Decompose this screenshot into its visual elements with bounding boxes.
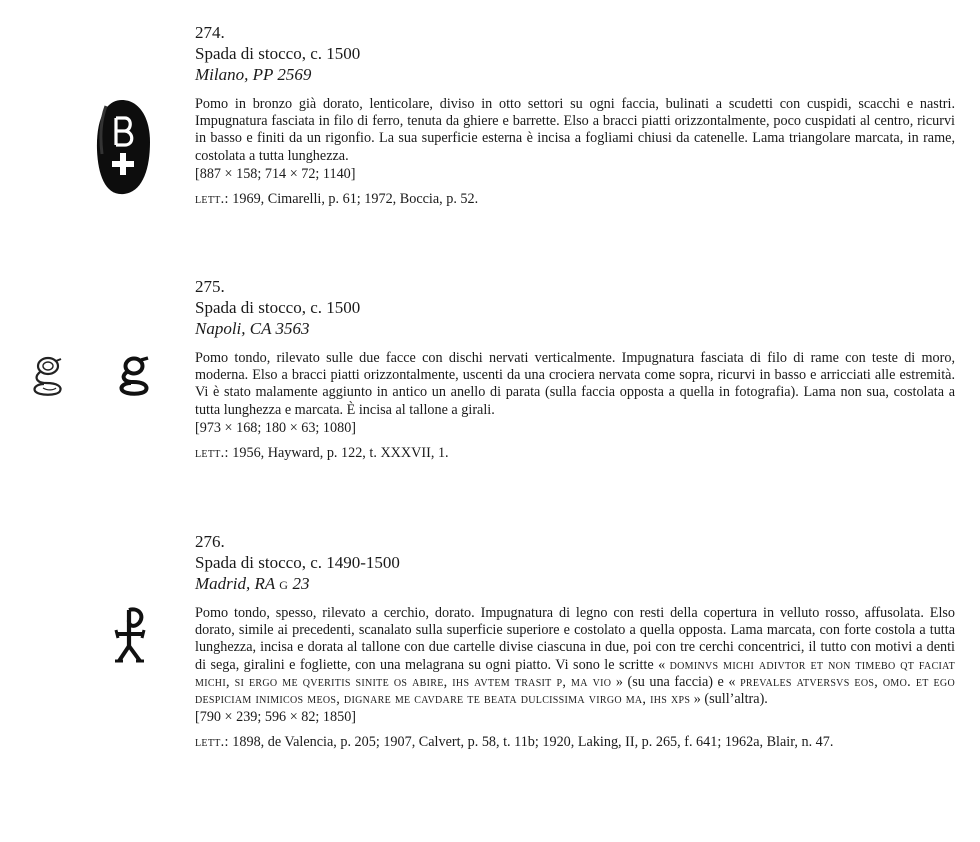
- entry-number: 274.: [195, 23, 225, 42]
- entry-title: Spada di stocco, c. 1500: [195, 298, 361, 317]
- inscription-side-b: prevales atversvs eos, omo. et ego despiciam inimicos meos, dignare me cavdare te beata dulcissima virgo ma, ihs xps: [195, 673, 955, 708]
- literature-text: 1969, Cimarelli, p. 61; 1972, Boccia, p. 52.: [232, 190, 479, 207]
- catalog-entry-276: [195, 531, 955, 751]
- entry-number: 276.: [195, 532, 225, 551]
- bladesmith-mark-g-bold-icon: [118, 355, 152, 397]
- entry-description: [195, 605, 955, 708]
- literature-label: lett.:: [195, 190, 229, 207]
- bladesmith-mark-b-cross-icon: [92, 98, 154, 196]
- entry-title: Spada di stocco, c. 1500: [195, 44, 361, 63]
- entry-location: Napoli, CA 3563: [195, 319, 310, 338]
- entry-dimensions: [790 × 239; 596 × 82; 1850]: [195, 709, 357, 726]
- entry-location: Milano, PP 2569: [195, 65, 312, 84]
- literature-text: 1898, de Valencia, p. 205; 1907, Calvert, p. 58, t. 11b; 1920, Laking, II, p. 265, f. 641; 1962a, Blair, n. 47.: [232, 734, 834, 751]
- entry-dimensions: [887 × 158; 714 × 72; 1140]: [195, 165, 356, 182]
- location-tail: 23: [288, 574, 310, 593]
- description-part: Pomo tondo, spesso, rilevato a cerchio, dorato. Impugnatura di legno con resti della copertura in velluto rosso, affusolata. Elso dorato, simile ai precedenti, scanalato sulla superficie superiore e costolato a quella opposta. Lama marcata, con forte costola a tutta lunghezza, incisa e dorata al tallone con due cartelle divise ciascuna in due, poi con tre cerchi concentrici, il tutto con motivi a denti di sega, giralini e fogliette, con una melagrana su ogni piatto. Vi sono le scritte «: [195, 605, 955, 673]
- entry-literature: [195, 734, 955, 751]
- entry-dimensions: [973 × 168; 180 × 63; 1080]: [195, 419, 357, 436]
- literature-text: 1956, Hayward, p. 122, t. XXXVII, 1.: [232, 444, 449, 461]
- literature-label: lett.:: [195, 734, 229, 751]
- bladesmith-mark-g-outline-icon: [30, 355, 66, 397]
- bladesmith-mark-figure-icon: [112, 606, 150, 664]
- entry-title: Spada di stocco, c. 1490-1500: [195, 553, 400, 572]
- entry-number: 275.: [195, 277, 225, 296]
- entry-description: Pomo tondo, rilevato sulle due facce con dischi nervati verticalmente. Impugnatura fasciata di filo di rame con teste di moro, moderna. Elso a bracci piatti orizzontalmente, uscenti da una crociera nervata come sopra, ricurvi in basso e arricciati alle estremità. Vi è stato malamente aggiunto in antico un anello di parata (sulla faccia opposta a quella in fotografia). Lama non sua, costolata a tutta lunghezza e marcata. È incisa al tallone a girali.: [195, 350, 955, 418]
- description-part: » (sull’altra).: [690, 691, 768, 708]
- inscription-side-a: dominvs michi adivtor et non timebo qt faciat michi, si ergo me qveritis sinite os abire, ihs avtem trasit p, ma vio: [195, 656, 955, 690]
- location-small-caps: g: [279, 574, 289, 593]
- catalog-entry-275: [195, 276, 955, 462]
- description-part: » (su una faccia) e «: [611, 673, 741, 690]
- entry-location: [195, 573, 955, 594]
- location-main: Madrid, RA: [195, 574, 275, 593]
- literature-label: lett.:: [195, 444, 229, 461]
- entry-literature: [195, 445, 955, 462]
- entry-literature: [195, 191, 955, 208]
- entry-description: Pomo in bronzo già dorato, lenticolare, diviso in otto settori su ogni faccia, bulinati a scudetti con cuspidi, scacchi e nastri. Impugnatura fasciata in filo di ferro, tenuta da ghiere e barrette. Elso a bracci piatti orizzontalmente, poco cuspidati al centro, ricurvi in basso e finiti da un rigonfio. La sua superficie esterna è incisa a fogliami chiusi da catenelle. Lama triangolare marcata, in rame, costolata a tutta lunghezza.: [195, 96, 955, 164]
- catalog-entry-274: [195, 22, 955, 208]
